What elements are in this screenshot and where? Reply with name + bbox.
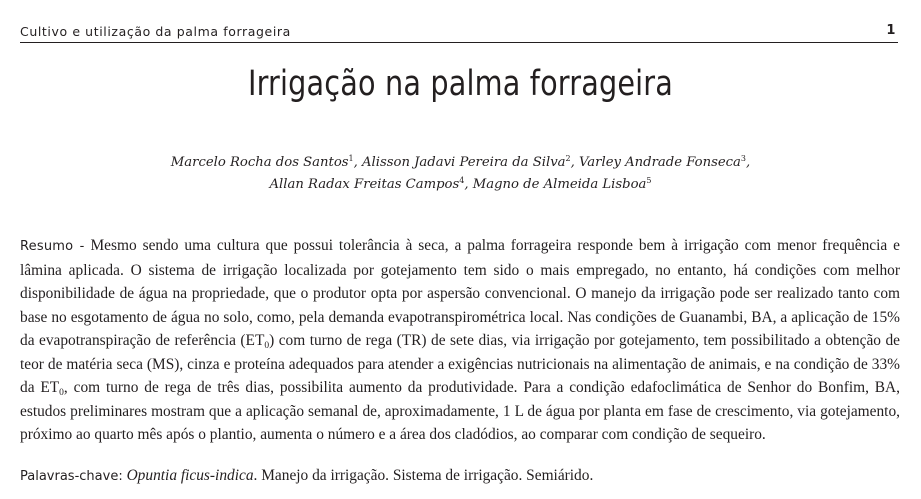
author-name: Allan Radax Freitas Campos [269,177,460,192]
keyword-scientific-name: Opuntia ficus-indica [126,467,254,484]
author-separator: , [570,155,579,170]
author-list [0,152,921,196]
author-name: Magno de Almeida Lisboa [472,177,647,192]
author-separator: , [464,177,473,192]
abstract-text-part-1: Mesmo sendo uma cultura que possui tolerância à seca, a palma forrageira responde bem à irrigação com menor frequência e lâmina aplicada. O sistema de irrigação localizada por gotejamento tem sido o mais empregado, no entanto, há condições com melhor disponibilidade de água na propriedade, que o produtor opta por aspersão convencional. O manejo da irrigação pode ser realizado tanto com base no esgotamento de água no solo, como, pela demanda evapotranspirométrica local. Nas condições de Guanambi, BA, a aplicação de 15% da evapotranspiração de referência (ET [20,237,901,349]
abstract-label: Resumo - [20,239,85,254]
author-affiliation-mark: 1 [348,154,354,163]
author-line-2 [0,174,921,196]
abstract-text-part-2: ) com turno de rega (TR) de sete dias, via irrigação por gotejamento, tem possibilitado a obtenção de teor de matéria seca (MS), cinza e proteína adequados para atender a exigências nutricionais na alimentação de animais, e na condição de 33% da ET [20,332,900,396]
author-name: Alisson Jadavi Pereira da Silva [362,155,566,170]
running-header-title: Cultivo e utilização da palma forrageira [20,24,291,39]
keywords-text: . Manejo da irrigação. Sistema de irrigação. Semiárido. [253,467,594,484]
running-header [20,22,898,43]
abstract-text-part-3: , com turno de rega de três dias, possibilita aumento da produtividade. Para a condição edafoclimática de Senhor do Bonfim, BA, estudos preliminares mostram que a aplicação semanal de, aproximadamente, 1 L de água por planta em fase de crescimento, via gotejamento, próximo ao quarto mês após o plantio, aumenta o número e a área dos cladódios, ao comparar com condição de sequeiro. [20,379,900,443]
author-affiliation-mark: 4 [459,176,465,185]
keywords-label: Palavras-chave: [20,469,123,484]
article-title: Irrigação na palma forrageira [247,64,674,104]
author-affiliation-mark: 2 [565,154,571,163]
author-name: Marcelo Rocha dos Santos [170,155,349,170]
author-separator: , [353,155,363,170]
subscript: 0 [59,388,64,398]
author-line-1 [0,152,921,174]
author-affiliation-mark: 3 [740,154,746,163]
author-name: Varley Andrade Fonseca [579,155,741,170]
keywords [20,464,900,488]
author-affiliation-mark: 5 [646,176,652,185]
page-number: 1 [886,23,896,38]
author-separator: , [745,155,751,170]
subscript: 0 [264,341,270,351]
abstract [20,234,900,447]
